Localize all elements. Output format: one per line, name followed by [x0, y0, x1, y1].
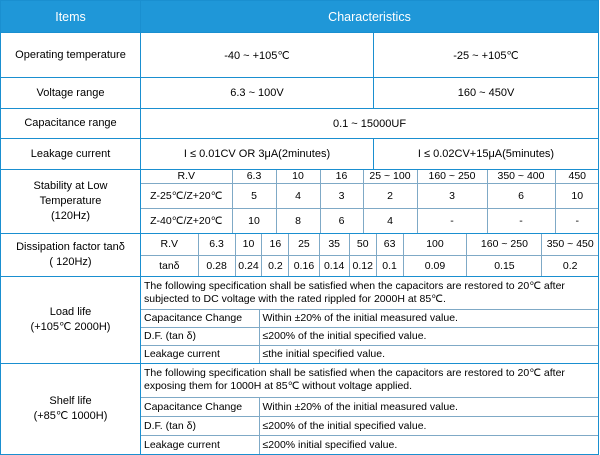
- dissipation-row: [1, 234, 599, 277]
- dissipation-header-cell: 10: [235, 234, 262, 255]
- dissipation-header-cell: 6.3: [198, 234, 235, 255]
- shelf-life-item: Capacitance Change: [141, 397, 259, 416]
- stability-table: [141, 170, 599, 233]
- stability-header-cell: R.V: [141, 170, 232, 183]
- items-header: Items: [1, 1, 141, 33]
- stability-cell-value: -: [555, 208, 599, 233]
- shelf-life-label-line1: Shelf life: [49, 395, 92, 407]
- stability-header-row: [141, 170, 599, 183]
- stability-header-cell: 10: [276, 170, 320, 183]
- stability-header-cell: 6.3: [232, 170, 276, 183]
- shelf-life-table: [141, 364, 598, 454]
- stability-header-cell: 160 ~ 250: [417, 170, 487, 183]
- dissipation-value-row: [141, 255, 598, 276]
- stability-label-line1: Stability at Low: [33, 180, 108, 192]
- load-life-df-row: [141, 327, 598, 345]
- dissipation-header-cell: 35: [319, 234, 349, 255]
- stability-header-cell: 450: [555, 170, 599, 183]
- stability-z40-row: [141, 208, 599, 233]
- dissipation-cell-value: 0.09: [403, 255, 467, 276]
- stability-cell-value: 8: [276, 208, 320, 233]
- stability-cell-value: 10: [232, 208, 276, 233]
- dissipation-cell-value: 0.24: [235, 255, 262, 276]
- operating-temperature-row: [1, 33, 599, 78]
- leakage-current-label: Leakage current: [1, 139, 141, 170]
- shelf-life-item: Leakage current: [141, 435, 259, 454]
- dissipation-cell-value: 0.1: [376, 255, 403, 276]
- shelf-life-row: [1, 364, 599, 455]
- load-life-label-line1: Load life: [49, 306, 92, 318]
- shelf-life-description: The following specification shall be satisfied when the capacitors are restored to 20℃ after exposing them for 1000H at 85℃ without voltage applied.: [141, 364, 598, 397]
- shelf-life-description-row: [141, 364, 598, 397]
- dissipation-header-cell: 100: [403, 234, 467, 255]
- shelf-life-value: Within ±20% of the initial measured value.: [259, 397, 598, 416]
- load-life-label: [1, 277, 141, 364]
- dissipation-label: [1, 234, 141, 277]
- load-life-capacitance-row: [141, 309, 598, 327]
- operating-temperature-high-voltage: -25 ~ +105℃: [374, 33, 599, 78]
- stability-header-cell: 350 ~ 400: [487, 170, 555, 183]
- stability-cell-value: 3: [417, 183, 487, 208]
- stability-label-line2: Temperature: [39, 195, 102, 207]
- stability-cell-value: 6: [320, 208, 363, 233]
- dissipation-header-cell: 50: [349, 234, 376, 255]
- shelf-life-value: ≤200% of the initial specified value.: [259, 416, 598, 435]
- load-life-value: ≤200% of the initial specified value.: [259, 327, 598, 345]
- voltage-range-low-voltage: 6.3 ~ 100V: [141, 78, 374, 109]
- load-life-value: Within ±20% of the initial measured value.: [259, 309, 598, 327]
- voltage-range-row: [1, 78, 599, 109]
- load-life-cell: [141, 277, 599, 364]
- load-life-row: [1, 277, 599, 364]
- voltage-range-high-voltage: 160 ~ 450V: [374, 78, 599, 109]
- dissipation-cell: [141, 234, 599, 277]
- dissipation-cell-value: 0.2: [542, 255, 598, 276]
- shelf-life-label: [1, 364, 141, 455]
- capacitance-range-row: [1, 109, 599, 139]
- dissipation-cell-value: tanδ: [141, 255, 198, 276]
- stability-cell-value: -: [417, 208, 487, 233]
- header-row: [1, 1, 599, 33]
- dissipation-header-row: [141, 234, 598, 255]
- dissipation-cell-value: 0.12: [349, 255, 376, 276]
- stability-cell-value: 4: [363, 208, 417, 233]
- dissipation-table: [141, 234, 598, 276]
- dissipation-label-line2: ( 120Hz): [49, 256, 92, 268]
- operating-temperature-low-voltage: -40 ~ +105℃: [141, 33, 374, 78]
- load-life-leakage-row: [141, 345, 598, 363]
- dissipation-cell-value: 0.2: [262, 255, 289, 276]
- stability-header-cell: 16: [320, 170, 363, 183]
- load-life-table: [141, 277, 598, 363]
- stability-row: [1, 170, 599, 234]
- dissipation-header-cell: 25: [289, 234, 319, 255]
- shelf-life-label-line2: (+85℃ 1000H): [33, 410, 108, 422]
- dissipation-label-line1: Dissipation factor tanδ: [16, 241, 125, 253]
- stability-label: [1, 170, 141, 234]
- load-life-value: ≤the initial specified value.: [259, 345, 598, 363]
- stability-cell-value: 6: [487, 183, 555, 208]
- stability-cell-value: 3: [320, 183, 363, 208]
- dissipation-header-cell: 160 ~ 250: [467, 234, 542, 255]
- shelf-life-value: ≤200% initial specified value.: [259, 435, 598, 454]
- load-life-item: D.F. (tan δ): [141, 327, 259, 345]
- stability-cell-value: 10: [555, 183, 599, 208]
- voltage-range-label: Voltage range: [1, 78, 141, 109]
- stability-cell-value: -: [487, 208, 555, 233]
- dissipation-header-cell: R.V: [141, 234, 198, 255]
- dissipation-header-cell: 63: [376, 234, 403, 255]
- load-life-item: Capacitance Change: [141, 309, 259, 327]
- stability-cell-value: 5: [232, 183, 276, 208]
- capacitance-range-value: 0.1 ~ 15000UF: [141, 109, 599, 139]
- leakage-current-low-voltage: I ≤ 0.01CV OR 3μA(2minutes): [141, 139, 374, 170]
- stability-label-line3: (120Hz): [50, 210, 91, 222]
- stability-cell-value: Z-25℃/Z+20℃: [141, 183, 232, 208]
- dissipation-header-cell: 16: [262, 234, 289, 255]
- load-life-label-line2: (+105℃ 2000H): [30, 321, 111, 333]
- stability-header-cell: 25 ~ 100: [363, 170, 417, 183]
- dissipation-cell-value: 0.28: [198, 255, 235, 276]
- capacitance-range-label: Capacitance range: [1, 109, 141, 139]
- dissipation-cell-value: 0.14: [319, 255, 349, 276]
- leakage-current-high-voltage: I ≤ 0.02CV+15μA(5minutes): [374, 139, 599, 170]
- stability-cell-value: Z-40℃/Z+20℃: [141, 208, 232, 233]
- shelf-life-cell: [141, 364, 599, 455]
- shelf-life-capacitance-row: [141, 397, 598, 416]
- shelf-life-df-row: [141, 416, 598, 435]
- characteristics-header: Characteristics: [141, 1, 599, 33]
- dissipation-cell-value: 0.16: [289, 255, 319, 276]
- stability-z25-row: [141, 183, 599, 208]
- shelf-life-item: D.F. (tan δ): [141, 416, 259, 435]
- shelf-life-leakage-row: [141, 435, 598, 454]
- leakage-current-row: [1, 139, 599, 170]
- stability-cell-value: 2: [363, 183, 417, 208]
- dissipation-cell-value: 0.15: [467, 255, 542, 276]
- load-life-item: Leakage current: [141, 345, 259, 363]
- load-life-description: The following specification shall be satisfied when the capacitors are restored to 20℃ after subjected to DC voltage with the rated rippled for 2000H at 85℃.: [141, 277, 598, 309]
- dissipation-header-cell: 350 ~ 450: [542, 234, 598, 255]
- stability-cell-value: 4: [276, 183, 320, 208]
- stability-cell: [141, 170, 599, 234]
- operating-temperature-label: Operating temperature: [1, 33, 141, 78]
- load-life-description-row: [141, 277, 598, 309]
